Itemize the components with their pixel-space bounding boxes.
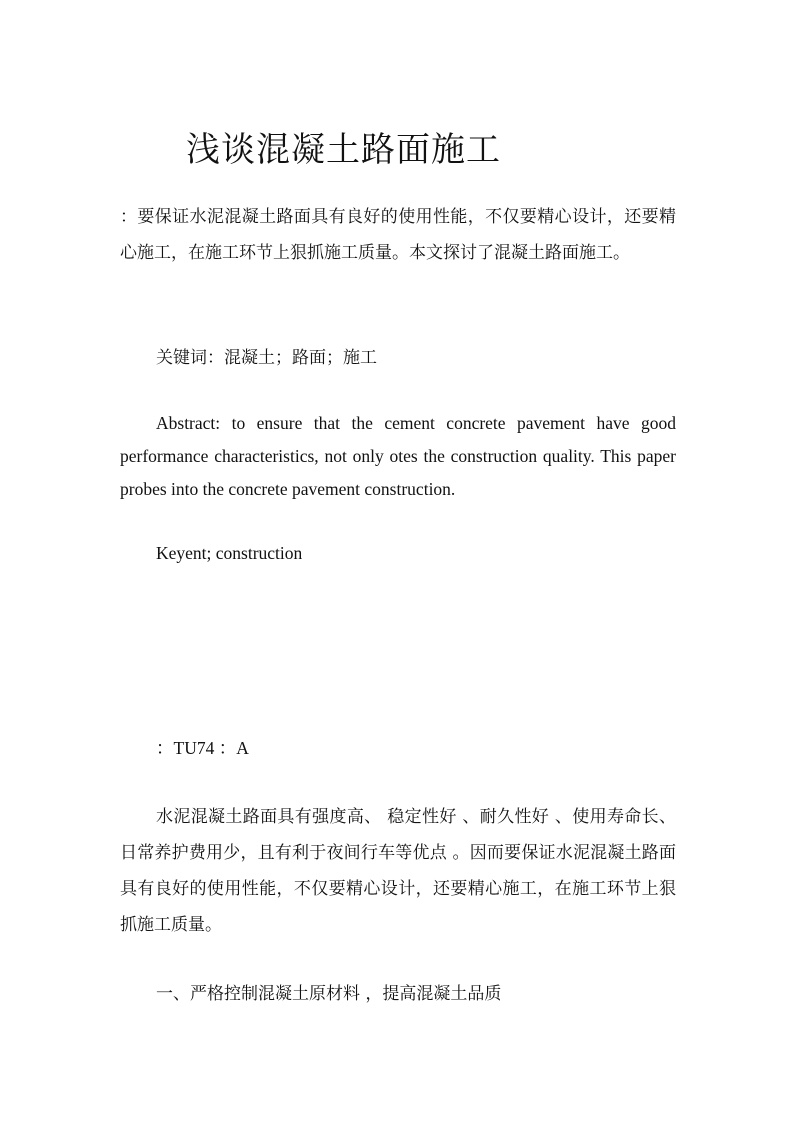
keywords-english: Keyent; construction — [156, 543, 303, 563]
intro-paragraph: 水泥混凝土路面具有强度高、 稳定性好 、耐久性好 、使用寿命长、 日常养护费用少，且有利于夜间行车等优点 。因而要保证水泥混凝土路面具有良好的使用性能，不仅要精心设计，还要精心施工，在施工环节上狠抓施工质量。 — [120, 807, 676, 935]
abstract-english: Abstract: to ensure that the cement concrete pavement have good performance characteristics, not only otes the construction quality. This paper probes into the concrete pavement construction. — [120, 413, 676, 499]
document-title: 浅谈混凝土路面施工 — [186, 130, 501, 170]
abstract-chinese: ：要保证水泥混凝土路面具有良好的使用性能，不仅要精心设计，还要精心施工，在施工环节上狠抓施工质量。本文探讨了混凝土路面施工。 — [120, 207, 676, 263]
keywords-chinese: 关键词：混凝土；路面；施工 — [156, 348, 377, 368]
section-heading-1: 一、严格控制混凝土原材料 ，提高混凝土品质 — [156, 984, 502, 1004]
classification-codes: ：TU74 ：A — [156, 738, 249, 758]
